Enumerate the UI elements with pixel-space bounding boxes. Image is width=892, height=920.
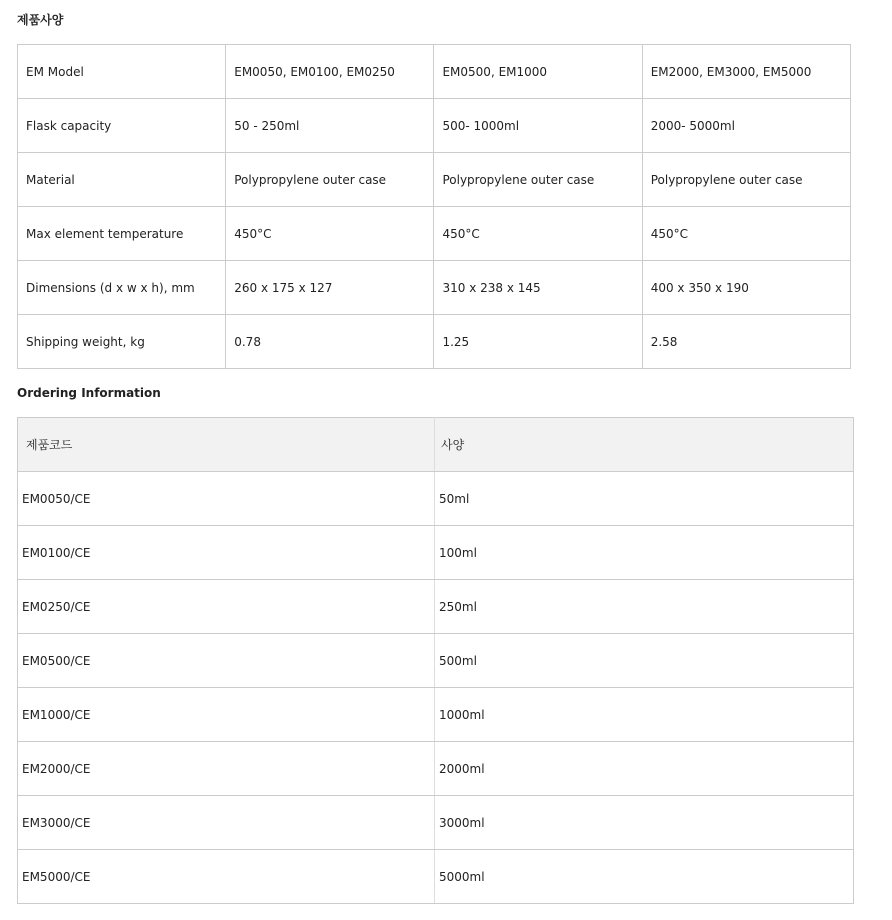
spec-cell: Polypropylene outer case [642,153,850,207]
spec-header-cell: EM0050, EM0100, EM0250 [226,45,434,99]
product-spec-cell: 50ml [435,472,854,526]
product-code-cell: EM0500/CE [18,634,435,688]
ordering-row [18,796,854,850]
spec-cell: 0.78 [226,315,434,369]
spec-cell: 500- 1000ml [434,99,642,153]
spec-row-label: Material [18,153,226,207]
spec-cell: 2000- 5000ml [642,99,850,153]
product-code-cell: EM2000/CE [18,742,435,796]
spec-table [17,44,851,369]
ordering-header-code: 제품코드 [18,418,435,472]
spec-row-label: Shipping weight, kg [18,315,226,369]
spec-row [18,99,851,153]
product-spec-cell: 3000ml [435,796,854,850]
product-spec-cell: 2000ml [435,742,854,796]
spec-cell: 400 x 350 x 190 [642,261,850,315]
spec-cell: 310 x 238 x 145 [434,261,642,315]
spec-cell: 2.58 [642,315,850,369]
ordering-row [18,742,854,796]
ordering-section-title: Ordering Information [17,386,161,400]
spec-section-title: 제품사양 [17,13,64,27]
ordering-row [18,580,854,634]
product-code-cell: EM0050/CE [18,472,435,526]
product-spec-cell: 500ml [435,634,854,688]
product-code-cell: EM3000/CE [18,796,435,850]
spec-cell: 260 x 175 x 127 [226,261,434,315]
product-code-cell: EM0100/CE [18,526,435,580]
spec-row [18,261,851,315]
product-spec-cell: 100ml [435,526,854,580]
spec-cell: Polypropylene outer case [226,153,434,207]
product-code-cell: EM5000/CE [18,850,435,904]
spec-header-row [18,45,851,99]
ordering-row [18,634,854,688]
spec-row [18,315,851,369]
spec-row-label: Flask capacity [18,99,226,153]
ordering-row [18,850,854,904]
ordering-header-spec: 사양 [435,418,854,472]
product-spec-cell: 1000ml [435,688,854,742]
spec-cell: Polypropylene outer case [434,153,642,207]
spec-row [18,207,851,261]
spec-row-label: Dimensions (d x w x h), mm [18,261,226,315]
product-spec-cell: 250ml [435,580,854,634]
ordering-table [17,417,854,904]
product-code-cell: EM0250/CE [18,580,435,634]
spec-cell: 450°C [434,207,642,261]
spec-cell: 1.25 [434,315,642,369]
ordering-row [18,472,854,526]
product-spec-cell: 5000ml [435,850,854,904]
ordering-row [18,688,854,742]
spec-cell: 50 - 250ml [226,99,434,153]
spec-header-cell: EM0500, EM1000 [434,45,642,99]
ordering-header-row [18,418,854,472]
product-code-cell: EM1000/CE [18,688,435,742]
spec-row [18,153,851,207]
spec-header-cell: EM Model [18,45,226,99]
spec-cell: 450°C [642,207,850,261]
spec-row-label: Max element temperature [18,207,226,261]
ordering-row [18,526,854,580]
spec-header-cell: EM2000, EM3000, EM5000 [642,45,850,99]
spec-cell: 450°C [226,207,434,261]
